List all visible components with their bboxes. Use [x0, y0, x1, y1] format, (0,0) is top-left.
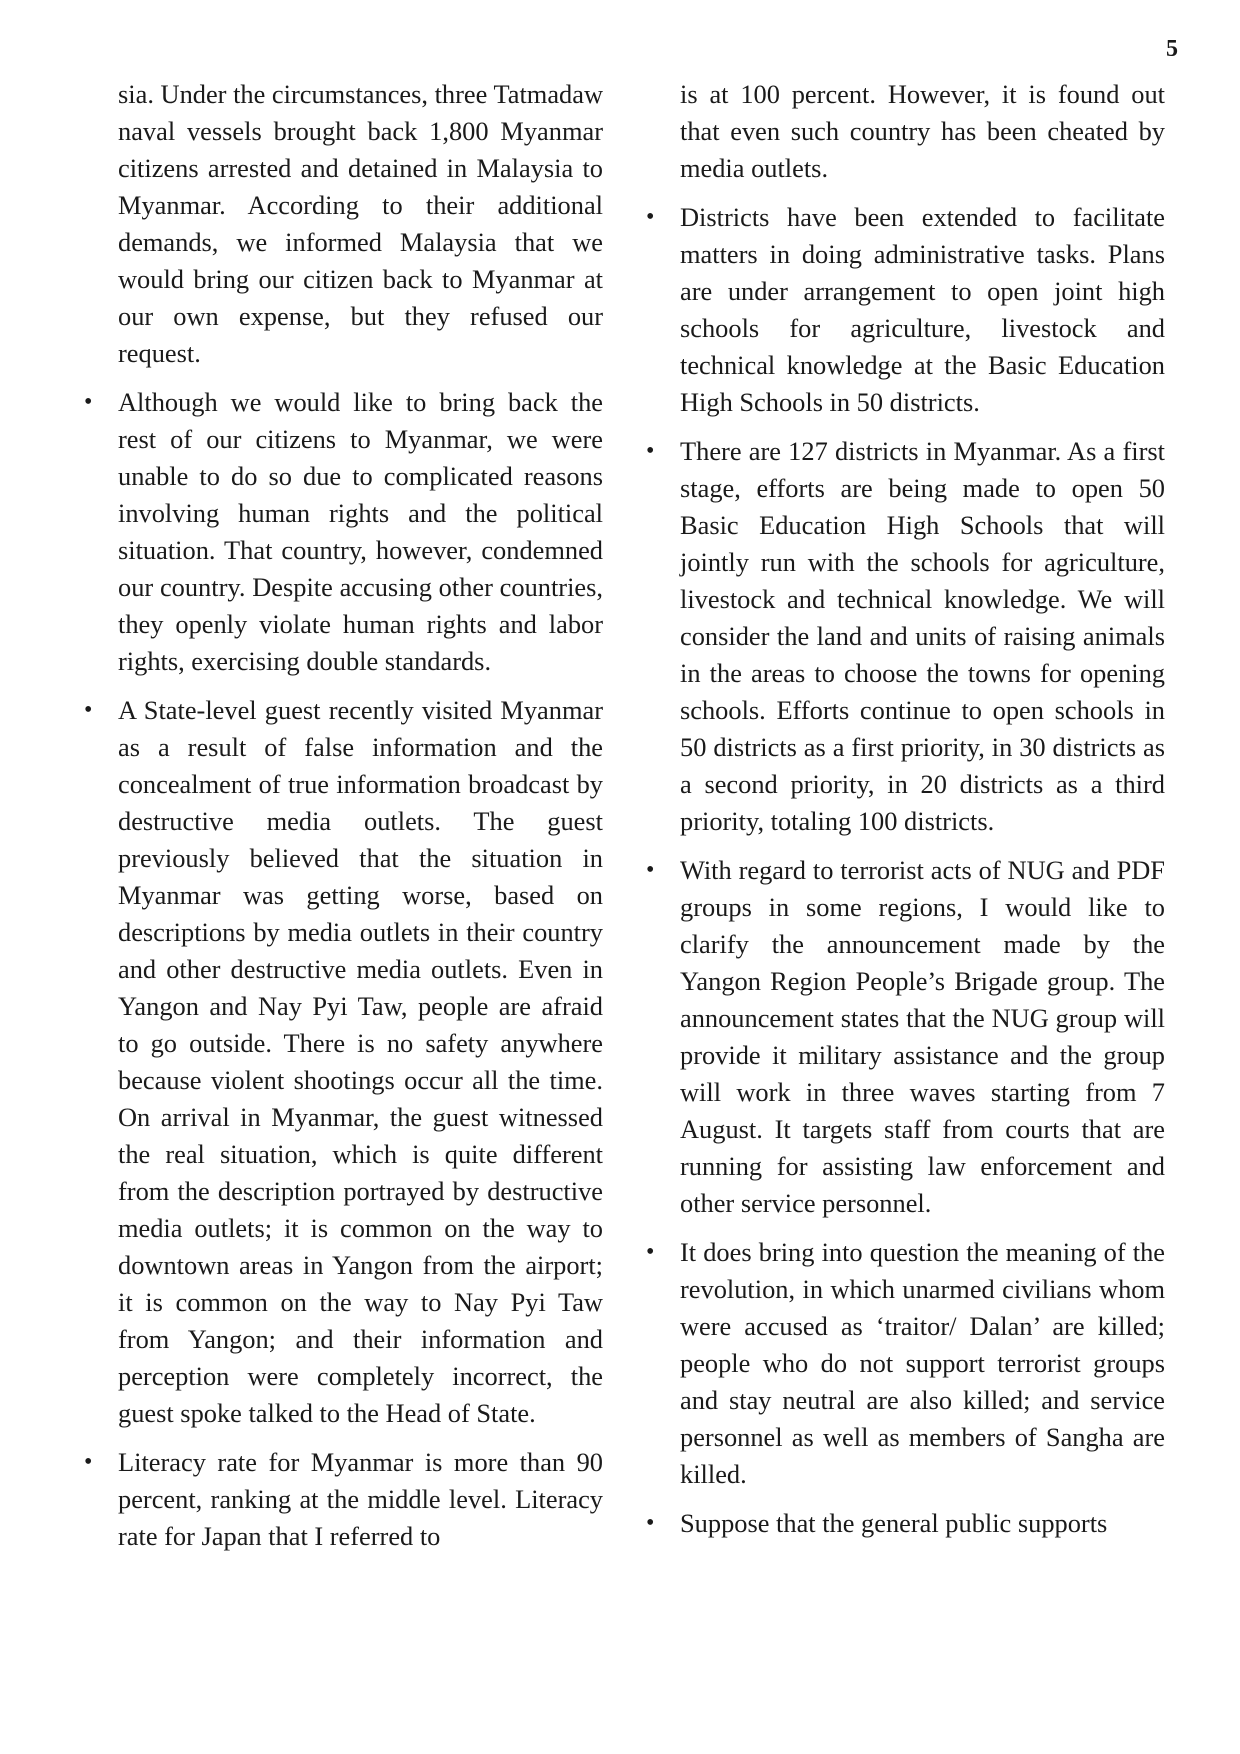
bullet-paragraph: • There are 127 districts in Myanmar. As a first stage, efforts are being made to open 50 Basic Education High Schools that will jointly run with the schools for agriculture, livestock and technical knowledge. We will consider the land and units of raising animals in the areas to choose the towns for opening schools. Efforts continue to open schools in 50 districts as a first priority, in 30 districts as a second priority, in 20 districts as a third priority, totaling 100 districts. [680, 433, 1165, 840]
bullet-paragraph: • A State-level guest recently visited Myanmar as a result of false information and the concealment of true information broadcast by destructive media outlets. The guest previously believed that the situation in Myanmar was getting worse, based on descriptions by media outlets in their country and other destructive media outlets. Even in Yangon and Nay Pyi Taw, people are afraid to go outside. There is no safety anywhere because violent shootings occur all the time. On arrival in Myanmar, the guest witnessed the real situation, which is quite different from the description portrayed by destructive media outlets; it is common on the way to downtown areas in Yangon from the airport; it is common on the way to Nay Pyi Taw from Yangon; and their information and perception were completely incorrect, the guest spoke talked to the Head of State. [118, 692, 603, 1432]
paragraph-continued: sia. Under the circumstances, three Tatmadaw naval vessels brought back 1,800 Myanmar citizens arrested and detained in Malaysia to Myanmar. According to their additional demands, we informed Malaysia that we would bring our citizen back to Myanmar at our own expense, but they refused our request. [118, 79, 603, 368]
bullet-paragraph: • Literacy rate for Myanmar is more than 90 percent, ranking at the middle level. Literacy rate for Japan that I referred to [118, 1444, 603, 1555]
left-column [118, 76, 603, 1567]
bullet-paragraph: • Districts have been extended to facilitate matters in doing administrative tasks. Plans are under arrangement to open joint high schools for agriculture, livestock and technical knowledge at the Basic Education High Schools in 50 districts. [680, 199, 1165, 421]
paragraph-continued: is at 100 percent. However, it is found out that even such country has been cheated by media outlets. [680, 79, 1165, 183]
bullet-paragraph: • Suppose that the general public supports [680, 1505, 1165, 1542]
bullet-paragraph: • Although we would like to bring back the rest of our citizens to Myanmar, we were unable to do so due to complicated reasons involving human rights and the political situation. That country, however, condemned our country. Despite accusing other countries, they openly violate human rights and labor rights, exercising double standards. [118, 384, 603, 680]
right-column [680, 76, 1165, 1554]
page-number: 5 [1166, 36, 1178, 62]
bullet-paragraph: • With regard to terrorist acts of NUG and PDF groups in some regions, I would like to clarify the announcement made by the Yangon Region People’s Brigade group. The announcement states that the NUG group will provide it military assistance and the group will work in three waves starting from 7 August. It targets staff from courts that are running for assisting law enforcement and other service personnel. [680, 852, 1165, 1222]
bullet-paragraph: • It does bring into question the meaning of the revolution, in which unarmed civilians whom were accused as ‘traitor/ Dalan’ are killed; people who do not support terrorist groups and stay neutral are also killed; and service personnel as well as members of Sangha are killed. [680, 1234, 1165, 1493]
